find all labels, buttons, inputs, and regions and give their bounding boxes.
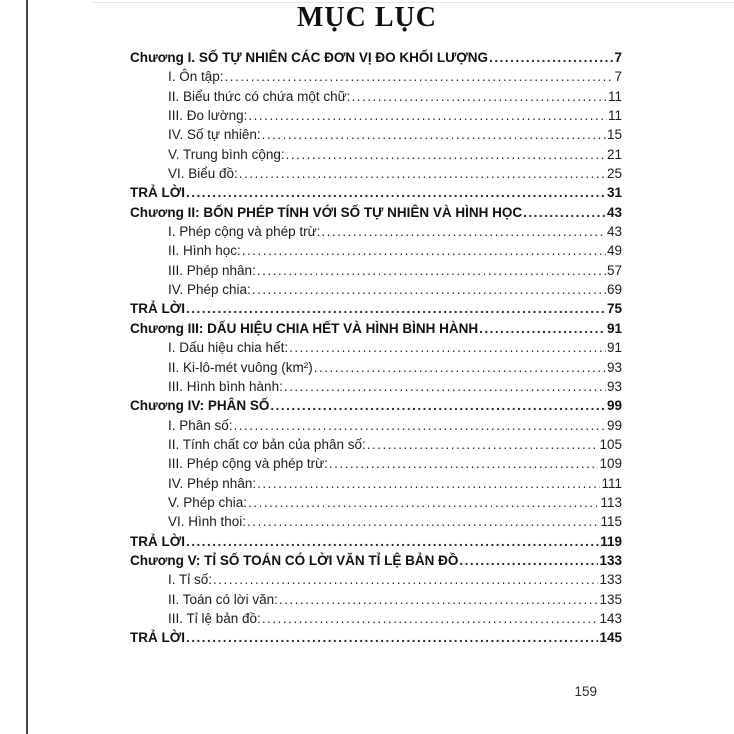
toc-page-number: 75 (606, 301, 622, 317)
toc-entry-label: TRẢ LỜI (130, 185, 186, 201)
toc-page-number: 91 (606, 340, 622, 356)
toc-row (130, 435, 622, 454)
toc-row (130, 48, 622, 67)
toc-page-number: 43 (606, 224, 622, 240)
toc-entry-label: I. Phép cộng và phép trừ: (168, 224, 321, 240)
toc-row (130, 474, 622, 493)
toc-row (130, 67, 622, 86)
toc-dot-leader (523, 203, 606, 222)
toc-dot-leader (247, 512, 599, 531)
toc-row (130, 590, 622, 609)
toc-page-number: 143 (599, 610, 622, 626)
toc-dot-leader (242, 241, 606, 260)
toc-row (130, 551, 622, 570)
toc-entry-label: IV. Số tự nhiên: (168, 127, 261, 143)
toc-entry-label: I. Dấu hiệu chia hết: (168, 340, 289, 356)
toc-entry-label: II. Hình học: (168, 243, 241, 259)
toc-entry-label: III. Đo lường: (168, 108, 248, 124)
toc-entry-label: II. Biểu thức có chứa một chữ: (168, 88, 351, 104)
toc-row (130, 358, 622, 377)
toc-page-number: 69 (606, 282, 622, 298)
toc-dot-leader (248, 493, 599, 512)
toc-page-number: 7 (614, 69, 622, 85)
toc-row (130, 493, 622, 512)
toc-entry-label: V. Phép chia: (168, 494, 248, 510)
toc-page-number: 133 (599, 572, 622, 588)
toc-page-number: 93 (606, 359, 622, 375)
toc-entry-label: TRẢ LỜI (130, 630, 186, 646)
toc-entry-label: V. Trung bình cộng: (168, 146, 285, 162)
toc-page-number: 99 (606, 417, 622, 433)
toc-entry-label: III. Phép cộng và phép trừ: (168, 456, 328, 472)
toc-dot-leader (284, 377, 606, 396)
toc-entry-label: II. Ki-lô-mét vuông (km²) (168, 359, 313, 375)
toc-dot-leader (321, 222, 606, 241)
toc-dot-leader (314, 358, 606, 377)
toc-page-number: 115 (600, 514, 622, 530)
toc-dot-leader (270, 396, 606, 415)
toc-row (130, 570, 622, 589)
toc-row (130, 319, 622, 338)
toc-entry-label: IV. Phép nhân: (168, 475, 257, 491)
toc-page-number: 145 (599, 630, 622, 646)
toc-dot-leader (234, 416, 606, 435)
toc-dot-leader (186, 532, 599, 551)
toc-entry-label: III. Tỉ lệ bản đồ: (168, 610, 261, 626)
toc-entry-label: III. Hình bình hành: (168, 378, 283, 394)
toc-page-number: 133 (599, 552, 622, 568)
toc-row (130, 280, 622, 299)
toc-dot-leader (351, 87, 607, 106)
toc-page-number: 91 (606, 320, 622, 336)
toc-dot-leader (186, 299, 606, 318)
toc-page-number: 25 (606, 166, 622, 182)
toc-dot-leader (213, 570, 598, 589)
toc-page-number: 135 (599, 591, 622, 607)
toc-dot-leader (225, 67, 614, 86)
toc-page-number: 111 (601, 475, 622, 491)
toc-entry-label: I. Phân số: (168, 417, 233, 433)
toc-row (130, 532, 622, 551)
toc-dot-leader (257, 474, 600, 493)
toc-entry-label: IV. Phép chia: (168, 282, 251, 298)
toc-dot-leader (489, 48, 613, 67)
toc-row (130, 609, 622, 628)
toc-row (130, 261, 622, 280)
toc-page-number: 31 (606, 185, 622, 201)
toc-page-number: 49 (606, 243, 622, 259)
toc-entry-label: II. Tính chất cơ bản của phân số: (168, 436, 366, 452)
toc-dot-leader (286, 145, 606, 164)
toc-page-number: 113 (600, 494, 622, 510)
toc-entry-label: VI. Biểu đồ: (168, 166, 238, 182)
toc-entry-label: III. Phép nhân: (168, 262, 256, 278)
toc-dot-leader (239, 164, 606, 183)
toc-entry-label: Chương IV: PHÂN SỐ (130, 398, 270, 414)
page-title: MỤC LỤC (297, 2, 437, 33)
toc-dot-leader (257, 261, 606, 280)
toc-row (130, 512, 622, 531)
toc-row (130, 416, 622, 435)
toc-entry-label: Chương III: DẤU HIỆU CHIA HẾT VÀ HÌNH BÌNH HÀNH (130, 320, 479, 336)
toc-list (130, 48, 622, 648)
toc-entry-label: TRẢ LỜI (130, 533, 186, 549)
toc-row (130, 203, 622, 222)
toc-page-number: 57 (606, 262, 622, 278)
footer-page-number: 159 (574, 684, 597, 699)
toc-dot-leader (262, 125, 606, 144)
page-spine-line (26, 0, 28, 734)
toc-entry-label: II. Toán có lời văn: (168, 591, 278, 607)
toc-dot-leader (479, 319, 606, 338)
toc-entry-label: Chương II: BỐN PHÉP TÍNH VỚI SỐ TỰ NHIÊN VÀ HÌNH HỌC (130, 204, 523, 220)
toc-dot-leader (329, 454, 599, 473)
toc-dot-leader (186, 183, 606, 202)
toc-page-number: 105 (599, 436, 622, 452)
toc-entry-label: I. Ôn tập: (168, 69, 224, 85)
toc-dot-leader (248, 106, 607, 125)
toc-page-number: 99 (606, 398, 622, 414)
toc-page-number: 11 (607, 88, 622, 104)
toc-row (130, 396, 622, 415)
toc-page-number: 15 (606, 127, 622, 143)
toc-entry-label: TRẢ LỜI (130, 301, 186, 317)
toc-row (130, 222, 622, 241)
toc-page-number: 7 (614, 50, 622, 65)
toc-dot-leader (289, 338, 606, 357)
toc-row (130, 338, 622, 357)
toc-row (130, 87, 622, 106)
toc-row (130, 454, 622, 473)
toc-page-number: 93 (606, 378, 622, 394)
toc-row (130, 164, 622, 183)
toc-entry-label: I. Tỉ số: (168, 572, 213, 588)
toc-row (130, 628, 622, 647)
toc-entry-label: Chương I. SỐ TỰ NHIÊN CÁC ĐƠN VỊ ĐO KHỐI LƯỢNG (130, 50, 489, 65)
toc-entry-label: VI. Hình thoi: (168, 514, 247, 530)
toc-page-number: 109 (599, 456, 622, 472)
toc-row (130, 106, 622, 125)
toc-page-number: 43 (606, 204, 622, 220)
toc-dot-leader (367, 435, 599, 454)
toc-row (130, 299, 622, 318)
toc-row (130, 125, 622, 144)
toc-dot-leader (252, 280, 606, 299)
toc-row (130, 145, 622, 164)
toc-dot-leader (262, 609, 599, 628)
toc-row (130, 183, 622, 202)
toc-dot-leader (186, 628, 598, 647)
toc-entry-label: Chương V: TỈ SỐ TOÁN CÓ LỜI VĂN TỈ LỆ BẢN ĐỒ (130, 552, 459, 568)
toc-page-number: 119 (600, 533, 622, 549)
toc-dot-leader (279, 590, 599, 609)
toc-dot-leader (459, 551, 598, 570)
toc-row (130, 377, 622, 396)
toc-row (130, 241, 622, 260)
toc-page-number: 21 (606, 146, 622, 162)
toc-page-number: 11 (607, 108, 622, 124)
